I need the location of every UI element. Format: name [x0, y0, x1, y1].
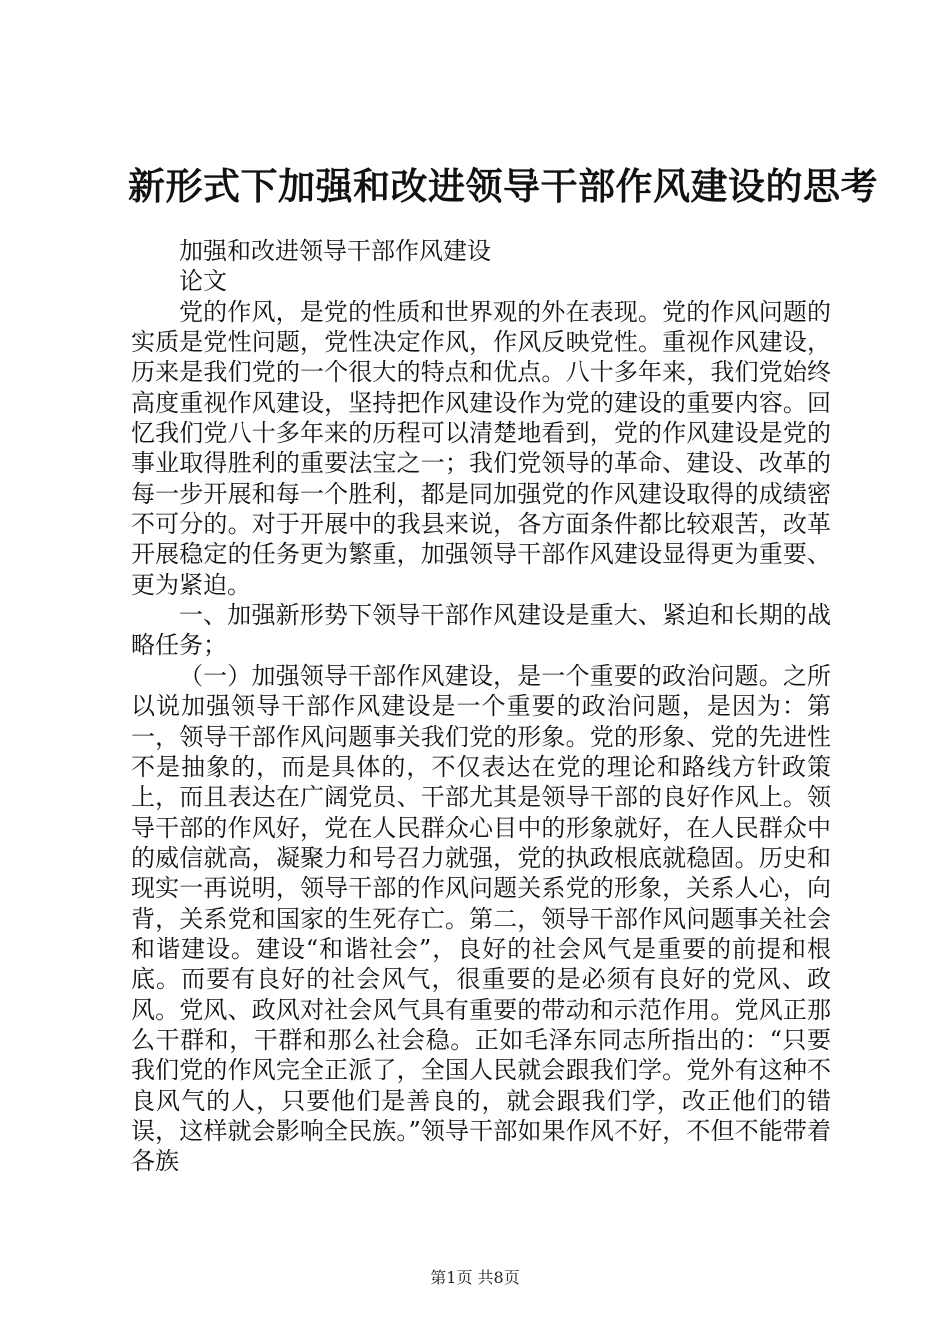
subtitle-line: 加强和改进领导干部作风建设	[179, 237, 491, 265]
paragraph: （一）加强领导干部作风建设，是一个重要的政治问题。之所以说加强领导干部作风建设是一个重要的政治问题，是因为：第一，领导干部作风问题事关我们党的形象。党的形象、党的先进性不是抽象的，而是具体的，不仅表达在党的理论和路线方针政策上，而且表达在广阔党员、干部尤其是领导干部的良好作风上。领导干部的作风好，党在人民群众心目中的形象就好，在人民群众中的威信就高，凝聚力和号召力就强，党的执政根底就稳固。历史和现实一再说明，领导干部的作风问题关系党的形象，关系人心，向背，关系党和国家的生死存亡。第二，领导干部作风问题事关社会和谐建设。建设“和谐社会”，良好的社会风气是重要的前提和根底。而要有良好的社会风气，很重要的是必须有良好的党风、政风。党风、政风对社会风气具有重要的带动和示范作用。党风正那么干群和，干群和那么社会稳。正如毛泽东同志所指出的：“只要我们党的作风完全正派了，全国人民就会跟我们学。党外有这种不良风气的人，只要他们是善良的，就会跟我们学，改正他们的错误，这样就会影响全民族。”领导干部如果作风不好，不但不能带着各族	[131, 661, 831, 1176]
paragraph: 党的作风，是党的性质和世界观的外在表现。党的作风问题的实质是党性问题，党性决定作风，作风反映党性。重视作风建设，历来是我们党的一个很大的特点和优点。八十多年来，我们党始终高度重视作风建设，坚持把作风建设作为党的建设的重要内容。回忆我们党八十多年来的历程可以清楚地看到，党的作风建设是党的事业取得胜利的重要法宝之一；我们党领导的革命、建设、改革的每一步开展和每一个胜利，都是同加强党的作风建设取得的成绩密不可分的。对于开展中的我县来说，各方面条件都比较艰苦，改革开展稳定的任务更为繁重，加强领导干部作风建设显得更为重要、更为紧迫。	[131, 297, 831, 599]
subtitle-line: 论文	[179, 267, 227, 296]
document-body	[131, 236, 831, 1177]
document-title: 新形式下加强和改进领导干部作风建设的思考	[128, 164, 878, 208]
paragraph: 一、加强新形势下领导干部作风建设是重大、紧迫和长期的战略任务；	[131, 601, 831, 660]
page-number: 第1页 共8页	[430, 1268, 520, 1287]
